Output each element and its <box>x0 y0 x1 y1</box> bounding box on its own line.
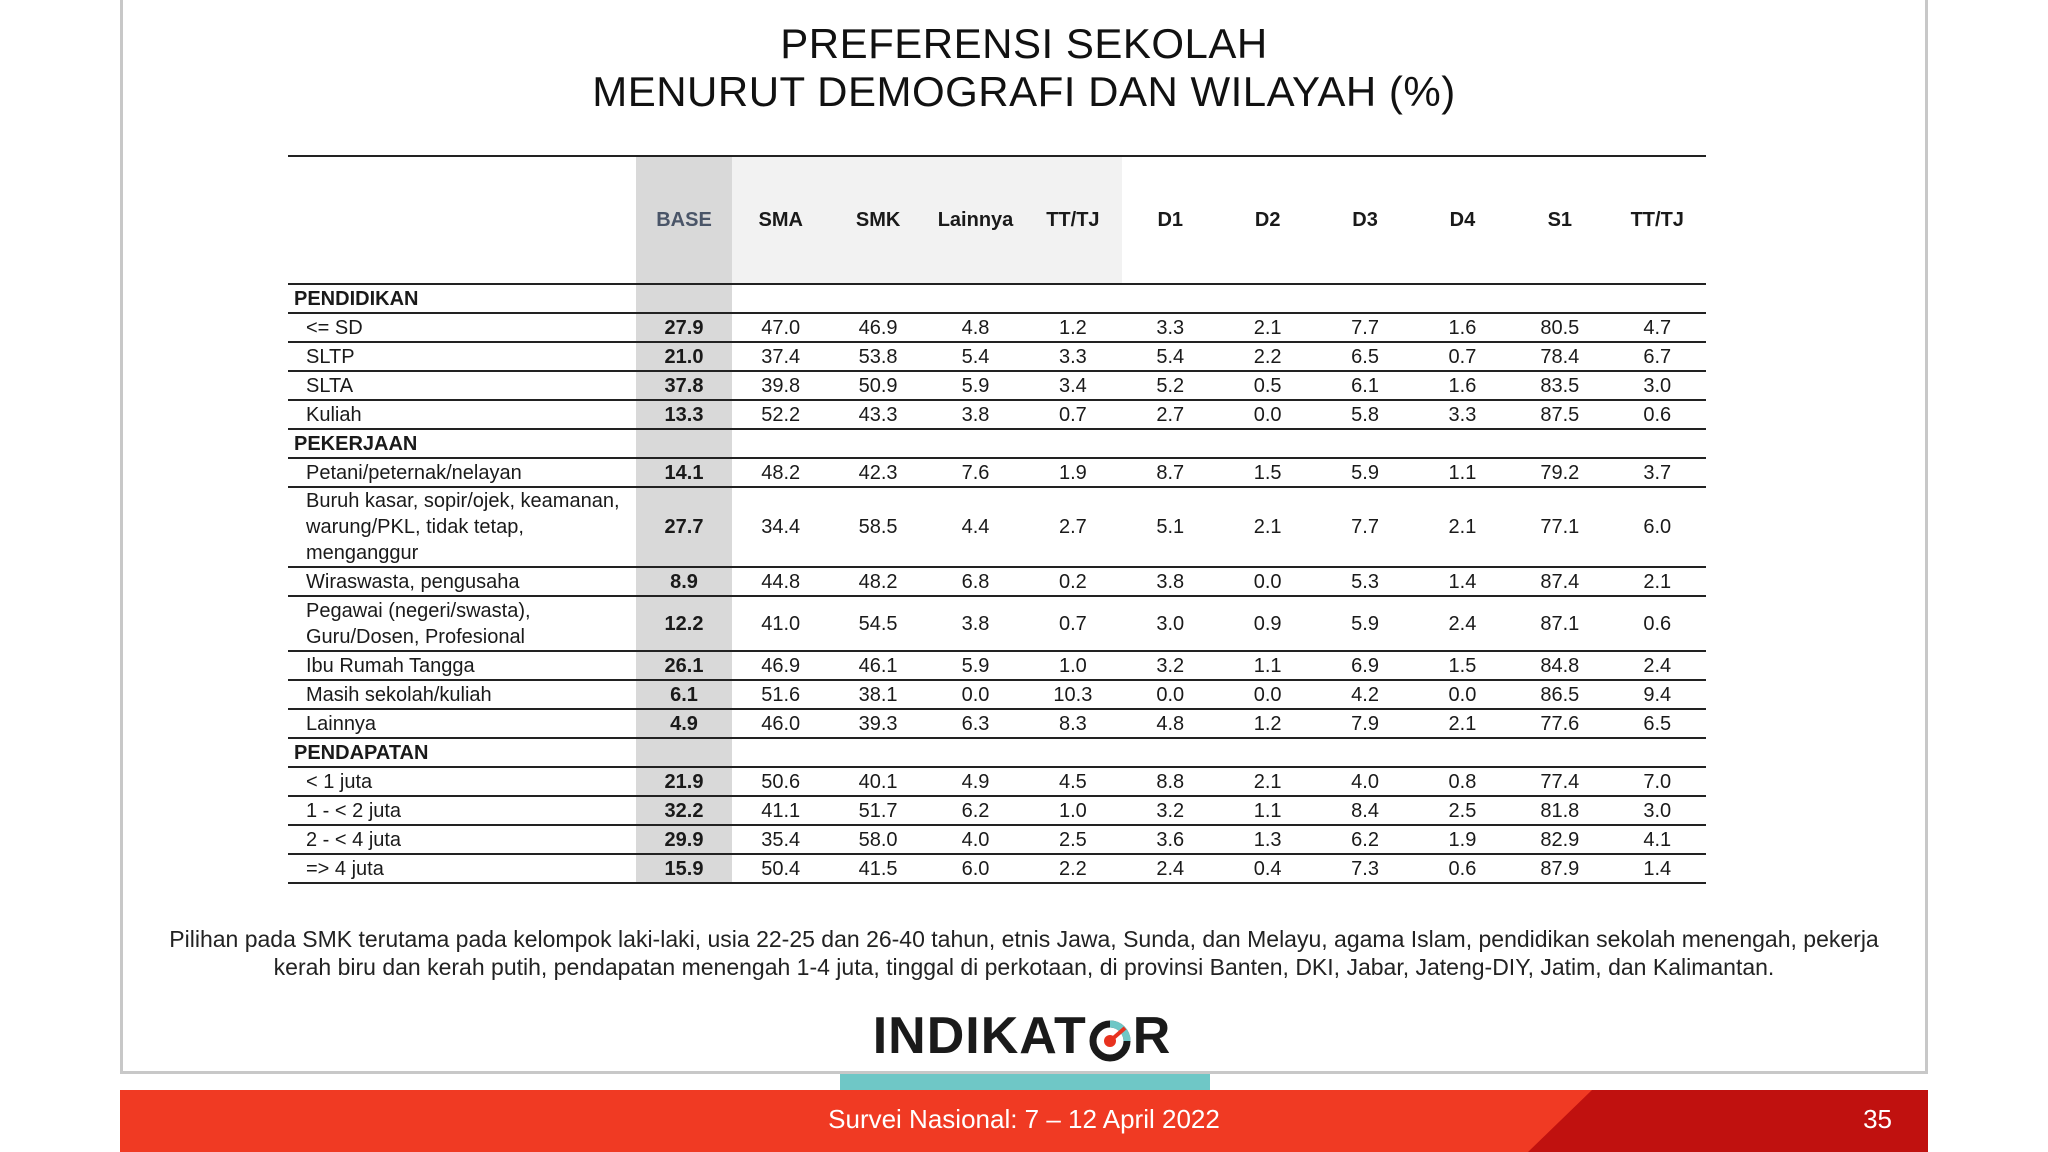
section-empty-cell <box>1024 429 1121 458</box>
base-cell: 29.9 <box>636 825 732 854</box>
indikator-logo <box>852 1007 1192 1065</box>
value-cell: 77.1 <box>1511 487 1608 567</box>
section-empty-cell <box>1609 284 1706 313</box>
section-empty-cell <box>1122 429 1219 458</box>
value-cell: 3.3 <box>1414 400 1511 429</box>
table-row <box>288 596 1706 651</box>
page-number: 35 <box>1863 1104 1892 1134</box>
section-empty-cell <box>732 738 829 767</box>
section-empty-cell <box>1511 429 1608 458</box>
section-row <box>288 429 1706 458</box>
value-cell: 0.6 <box>1609 596 1706 651</box>
value-cell: 3.2 <box>1122 651 1219 680</box>
section-empty-cell <box>1316 284 1413 313</box>
value-cell: 6.0 <box>927 854 1024 883</box>
section-empty-cell <box>732 429 829 458</box>
value-cell: 87.4 <box>1511 567 1608 596</box>
column-header: TT/TJ <box>1024 156 1121 284</box>
logo-target-icon <box>1089 1015 1131 1057</box>
base-cell: 14.1 <box>636 458 732 487</box>
value-cell: 1.0 <box>1024 651 1121 680</box>
value-cell: 34.4 <box>732 487 829 567</box>
section-empty-cell <box>1316 429 1413 458</box>
value-cell: 1.1 <box>1219 651 1316 680</box>
section-empty-cell <box>1414 284 1511 313</box>
value-cell: 9.4 <box>1609 680 1706 709</box>
value-cell: 0.0 <box>1219 567 1316 596</box>
table-row <box>288 458 1706 487</box>
value-cell: 3.0 <box>1609 796 1706 825</box>
value-cell: 1.6 <box>1414 313 1511 342</box>
value-cell: 5.2 <box>1122 371 1219 400</box>
value-cell: 46.0 <box>732 709 829 738</box>
table-row <box>288 680 1706 709</box>
value-cell: 5.9 <box>927 651 1024 680</box>
value-cell: 3.0 <box>1122 596 1219 651</box>
value-cell: 1.4 <box>1609 854 1706 883</box>
value-cell: 1.4 <box>1414 567 1511 596</box>
section-empty-cell <box>1414 429 1511 458</box>
value-cell: 58.0 <box>829 825 926 854</box>
table-row <box>288 342 1706 371</box>
value-cell: 39.8 <box>732 371 829 400</box>
title-line-2: MENURUT DEMOGRAFI DAN WILAYAH (%) <box>592 68 1456 115</box>
section-empty-cell <box>1219 284 1316 313</box>
footnote-text: Pilihan pada SMK terutama pada kelompok laki-laki, usia 22-25 dan 26-40 tahun, etnis Jawa, Sunda, dan Melayu, agama Islam, pendidikan sekolah menengah, pekerja kerah biru dan kerah putih, pendapatan menengah 1-4 juta, tinggal di perkotaan, di provinsi Banten, DKI, Jabar, Jateng-DIY, Jatim, dan Kalimantan. <box>169 926 1879 980</box>
value-cell: 4.4 <box>927 487 1024 567</box>
column-header: D1 <box>1122 156 1219 284</box>
value-cell: 5.9 <box>1316 458 1413 487</box>
value-cell: 87.1 <box>1511 596 1608 651</box>
table-row <box>288 854 1706 883</box>
value-cell: 4.0 <box>927 825 1024 854</box>
value-cell: 8.8 <box>1122 767 1219 796</box>
value-cell: 1.0 <box>1024 796 1121 825</box>
value-cell: 7.7 <box>1316 487 1413 567</box>
base-cell: 21.9 <box>636 767 732 796</box>
column-header: SMA <box>732 156 829 284</box>
value-cell: 47.0 <box>732 313 829 342</box>
section-empty-cell <box>1316 738 1413 767</box>
value-cell: 42.3 <box>829 458 926 487</box>
base-cell: 15.9 <box>636 854 732 883</box>
value-cell: 77.4 <box>1511 767 1608 796</box>
row-label: => 4 juta <box>288 854 636 883</box>
value-cell: 6.9 <box>1316 651 1413 680</box>
value-cell: 2.4 <box>1122 854 1219 883</box>
value-cell: 0.0 <box>1122 680 1219 709</box>
value-cell: 78.4 <box>1511 342 1608 371</box>
value-cell: 6.8 <box>927 567 1024 596</box>
section-empty-cell <box>1414 738 1511 767</box>
value-cell: 0.0 <box>1219 400 1316 429</box>
row-label: Kuliah <box>288 400 636 429</box>
value-cell: 52.2 <box>732 400 829 429</box>
value-cell: 4.8 <box>1122 709 1219 738</box>
table-row <box>288 567 1706 596</box>
value-cell: 5.9 <box>927 371 1024 400</box>
value-cell: 50.4 <box>732 854 829 883</box>
value-cell: 0.7 <box>1024 400 1121 429</box>
value-cell: 2.1 <box>1219 313 1316 342</box>
value-cell: 5.4 <box>927 342 1024 371</box>
value-cell: 8.7 <box>1122 458 1219 487</box>
section-empty-cell <box>829 429 926 458</box>
value-cell: 7.6 <box>927 458 1024 487</box>
column-header: S1 <box>1511 156 1608 284</box>
preference-table <box>288 155 1706 884</box>
value-cell: 46.9 <box>732 651 829 680</box>
section-empty-cell <box>1122 284 1219 313</box>
value-cell: 5.4 <box>1122 342 1219 371</box>
value-cell: 5.9 <box>1316 596 1413 651</box>
base-cell: 27.7 <box>636 487 732 567</box>
section-empty-cell <box>927 738 1024 767</box>
value-cell: 3.8 <box>1122 567 1219 596</box>
value-cell: 3.6 <box>1122 825 1219 854</box>
base-cell: 32.2 <box>636 796 732 825</box>
value-cell: 1.6 <box>1414 371 1511 400</box>
section-empty-cell <box>636 284 732 313</box>
value-cell: 2.7 <box>1122 400 1219 429</box>
section-empty-cell <box>1219 738 1316 767</box>
base-cell: 21.0 <box>636 342 732 371</box>
base-cell: 4.9 <box>636 709 732 738</box>
value-cell: 84.8 <box>1511 651 1608 680</box>
value-cell: 53.8 <box>829 342 926 371</box>
logo-text-post: R <box>1132 1007 1172 1065</box>
table-row <box>288 796 1706 825</box>
value-cell: 82.9 <box>1511 825 1608 854</box>
value-cell: 1.2 <box>1024 313 1121 342</box>
value-cell: 1.5 <box>1414 651 1511 680</box>
section-empty-cell <box>927 284 1024 313</box>
value-cell: 2.5 <box>1024 825 1121 854</box>
value-cell: 4.2 <box>1316 680 1413 709</box>
value-cell: 1.2 <box>1219 709 1316 738</box>
value-cell: 2.5 <box>1414 796 1511 825</box>
value-cell: 80.5 <box>1511 313 1608 342</box>
value-cell: 0.0 <box>1219 680 1316 709</box>
value-cell: 4.9 <box>927 767 1024 796</box>
section-empty-cell <box>927 429 1024 458</box>
value-cell: 10.3 <box>1024 680 1121 709</box>
value-cell: 43.3 <box>829 400 926 429</box>
value-cell: 2.1 <box>1219 767 1316 796</box>
table-row <box>288 487 1706 567</box>
value-cell: 0.2 <box>1024 567 1121 596</box>
survey-label: Survei Nasional: 7 – 12 April 2022 <box>828 1104 1220 1134</box>
table-row <box>288 313 1706 342</box>
value-cell: 6.7 <box>1609 342 1706 371</box>
value-cell: 7.0 <box>1609 767 1706 796</box>
base-cell: 12.2 <box>636 596 732 651</box>
value-cell: 5.3 <box>1316 567 1413 596</box>
section-title: PENDIDIKAN <box>288 284 636 313</box>
value-cell: 51.6 <box>732 680 829 709</box>
value-cell: 48.2 <box>732 458 829 487</box>
row-label: <= SD <box>288 313 636 342</box>
value-cell: 0.6 <box>1609 400 1706 429</box>
data-table-container <box>288 155 1706 884</box>
value-cell: 1.3 <box>1219 825 1316 854</box>
column-header: D4 <box>1414 156 1511 284</box>
value-cell: 1.9 <box>1024 458 1121 487</box>
value-cell: 0.0 <box>927 680 1024 709</box>
value-cell: 1.1 <box>1219 796 1316 825</box>
header-empty <box>288 156 636 284</box>
section-empty-cell <box>1024 284 1121 313</box>
value-cell: 41.5 <box>829 854 926 883</box>
section-empty-cell <box>1609 738 1706 767</box>
value-cell: 1.5 <box>1219 458 1316 487</box>
value-cell: 0.7 <box>1024 596 1121 651</box>
row-label: 1 - < 2 juta <box>288 796 636 825</box>
value-cell: 51.7 <box>829 796 926 825</box>
value-cell: 2.2 <box>1219 342 1316 371</box>
value-cell: 39.3 <box>829 709 926 738</box>
base-cell: 6.1 <box>636 680 732 709</box>
section-title: PEKERJAAN <box>288 429 636 458</box>
section-empty-cell <box>636 738 732 767</box>
value-cell: 0.7 <box>1414 342 1511 371</box>
value-cell: 41.1 <box>732 796 829 825</box>
column-header: Lainnya <box>927 156 1024 284</box>
value-cell: 4.1 <box>1609 825 1706 854</box>
value-cell: 54.5 <box>829 596 926 651</box>
value-cell: 3.4 <box>1024 371 1121 400</box>
row-label: Wiraswasta, pengusaha <box>288 567 636 596</box>
value-cell: 5.1 <box>1122 487 1219 567</box>
value-cell: 3.8 <box>927 400 1024 429</box>
footer-bar <box>120 1090 1928 1152</box>
row-label: SLTA <box>288 371 636 400</box>
value-cell: 46.9 <box>829 313 926 342</box>
value-cell: 87.5 <box>1511 400 1608 429</box>
value-cell: 41.0 <box>732 596 829 651</box>
value-cell: 8.3 <box>1024 709 1121 738</box>
value-cell: 50.6 <box>732 767 829 796</box>
base-cell: 37.8 <box>636 371 732 400</box>
value-cell: 83.5 <box>1511 371 1608 400</box>
value-cell: 4.7 <box>1609 313 1706 342</box>
value-cell: 3.2 <box>1122 796 1219 825</box>
section-empty-cell <box>636 429 732 458</box>
value-cell: 4.5 <box>1024 767 1121 796</box>
row-label: Petani/peternak/nelayan <box>288 458 636 487</box>
value-cell: 6.0 <box>1609 487 1706 567</box>
base-cell: 8.9 <box>636 567 732 596</box>
value-cell: 6.3 <box>927 709 1024 738</box>
value-cell: 86.5 <box>1511 680 1608 709</box>
value-cell: 2.7 <box>1024 487 1121 567</box>
column-header: D2 <box>1219 156 1316 284</box>
value-cell: 37.4 <box>732 342 829 371</box>
value-cell: 50.9 <box>829 371 926 400</box>
row-label: Ibu Rumah Tangga <box>288 651 636 680</box>
value-cell: 4.0 <box>1316 767 1413 796</box>
value-cell: 58.5 <box>829 487 926 567</box>
value-cell: 1.9 <box>1414 825 1511 854</box>
value-cell: 0.0 <box>1414 680 1511 709</box>
section-empty-cell <box>1511 284 1608 313</box>
column-header: SMK <box>829 156 926 284</box>
value-cell: 3.0 <box>1609 371 1706 400</box>
logo-text-pre: INDIKAT <box>872 1007 1087 1065</box>
row-label: < 1 juta <box>288 767 636 796</box>
table-row <box>288 709 1706 738</box>
value-cell: 7.3 <box>1316 854 1413 883</box>
row-label: Masih sekolah/kuliah <box>288 680 636 709</box>
value-cell: 2.4 <box>1414 596 1511 651</box>
value-cell: 3.8 <box>927 596 1024 651</box>
section-row <box>288 738 1706 767</box>
value-cell: 0.9 <box>1219 596 1316 651</box>
value-cell: 2.1 <box>1414 487 1511 567</box>
value-cell: 40.1 <box>829 767 926 796</box>
value-cell: 6.2 <box>927 796 1024 825</box>
value-cell: 2.4 <box>1609 651 1706 680</box>
section-empty-cell <box>1219 429 1316 458</box>
section-empty-cell <box>829 738 926 767</box>
value-cell: 0.6 <box>1414 854 1511 883</box>
value-cell: 8.4 <box>1316 796 1413 825</box>
value-cell: 3.3 <box>1122 313 1219 342</box>
row-label: Pegawai (negeri/swasta), Guru/Dosen, Profesional <box>288 596 636 651</box>
value-cell: 6.5 <box>1609 709 1706 738</box>
value-cell: 2.1 <box>1414 709 1511 738</box>
base-cell: 26.1 <box>636 651 732 680</box>
value-cell: 46.1 <box>829 651 926 680</box>
row-label: SLTP <box>288 342 636 371</box>
column-header: D3 <box>1316 156 1413 284</box>
section-title: PENDAPATAN <box>288 738 636 767</box>
value-cell: 6.5 <box>1316 342 1413 371</box>
value-cell: 35.4 <box>732 825 829 854</box>
value-cell: 79.2 <box>1511 458 1608 487</box>
section-empty-cell <box>1122 738 1219 767</box>
value-cell: 87.9 <box>1511 854 1608 883</box>
title-line-1: PREFERENSI SEKOLAH <box>780 20 1268 67</box>
value-cell: 5.8 <box>1316 400 1413 429</box>
value-cell: 0.4 <box>1219 854 1316 883</box>
value-cell: 0.5 <box>1219 371 1316 400</box>
value-cell: 3.7 <box>1609 458 1706 487</box>
section-empty-cell <box>1511 738 1608 767</box>
value-cell: 38.1 <box>829 680 926 709</box>
value-cell: 6.2 <box>1316 825 1413 854</box>
base-cell: 13.3 <box>636 400 732 429</box>
column-header: TT/TJ <box>1609 156 1706 284</box>
section-empty-cell <box>1609 429 1706 458</box>
value-cell: 7.7 <box>1316 313 1413 342</box>
section-empty-cell <box>732 284 829 313</box>
table-row <box>288 400 1706 429</box>
value-cell: 2.1 <box>1219 487 1316 567</box>
value-cell: 4.8 <box>927 313 1024 342</box>
value-cell: 48.2 <box>829 567 926 596</box>
table-row <box>288 767 1706 796</box>
table-row <box>288 651 1706 680</box>
row-label: 2 - < 4 juta <box>288 825 636 854</box>
value-cell: 3.3 <box>1024 342 1121 371</box>
value-cell: 77.6 <box>1511 709 1608 738</box>
section-empty-cell <box>1024 738 1121 767</box>
table-row <box>288 825 1706 854</box>
value-cell: 0.8 <box>1414 767 1511 796</box>
page-title <box>0 20 2048 116</box>
row-label: Buruh kasar, sopir/ojek, keamanan, warung/PKL, tidak tetap, menganggur <box>288 487 636 567</box>
value-cell: 44.8 <box>732 567 829 596</box>
value-cell: 7.9 <box>1316 709 1413 738</box>
value-cell: 81.8 <box>1511 796 1608 825</box>
column-header: BASE <box>636 156 732 284</box>
base-cell: 27.9 <box>636 313 732 342</box>
table-header-row <box>288 156 1706 284</box>
table-body <box>288 284 1706 883</box>
value-cell: 6.1 <box>1316 371 1413 400</box>
section-empty-cell <box>829 284 926 313</box>
row-label: Lainnya <box>288 709 636 738</box>
value-cell: 1.1 <box>1414 458 1511 487</box>
value-cell: 2.1 <box>1609 567 1706 596</box>
table-row <box>288 371 1706 400</box>
section-row <box>288 284 1706 313</box>
value-cell: 2.2 <box>1024 854 1121 883</box>
